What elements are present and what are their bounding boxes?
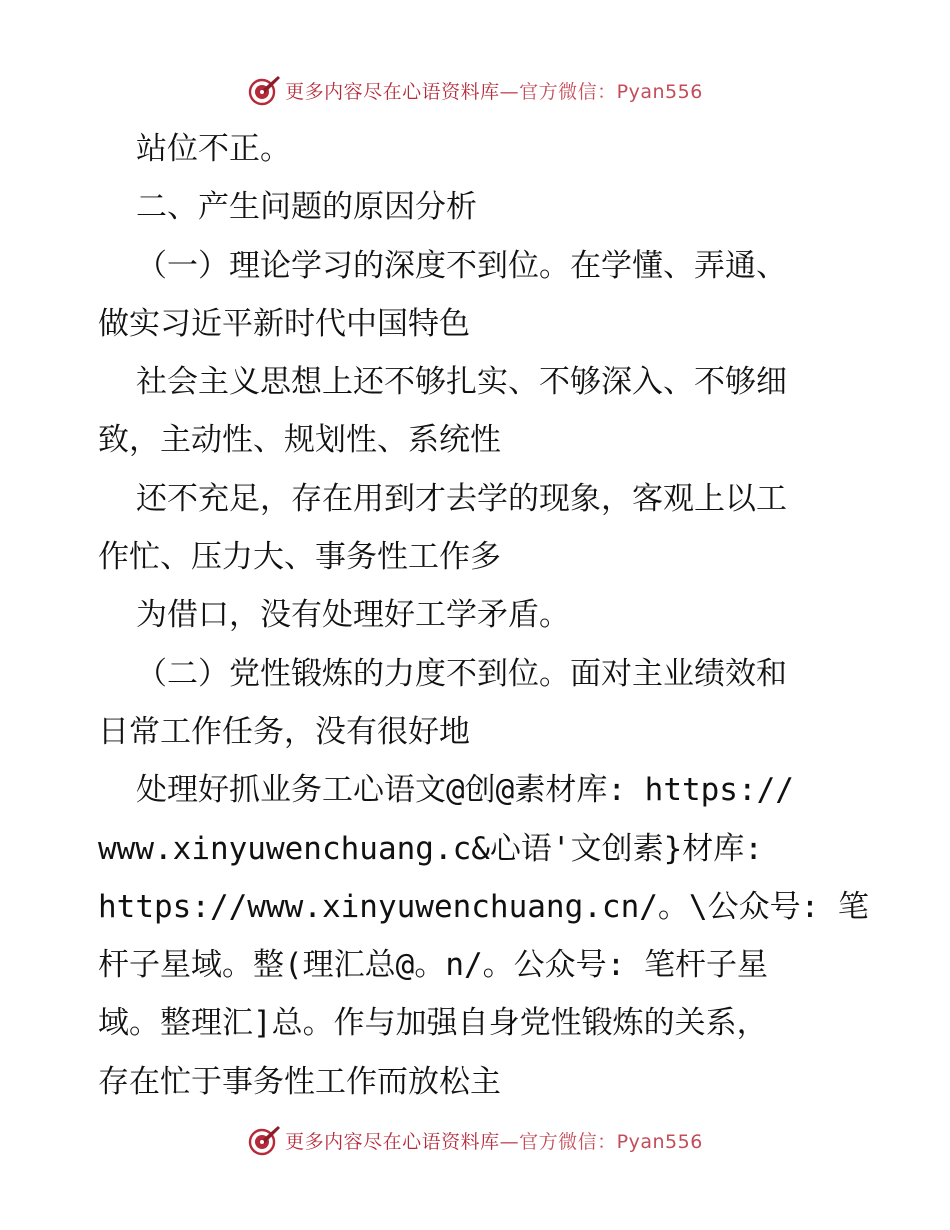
text-line: 做实习近平新时代中国特色 xyxy=(98,305,470,342)
text-line: 日常工作任务，没有很好地 xyxy=(98,713,470,750)
section-heading: 二、产生问题的原因分析 xyxy=(136,189,477,226)
header-banner xyxy=(0,72,950,108)
footer-banner-suffix: —官方微信：Pyan556 xyxy=(499,1130,703,1153)
text-line: （一）理论学习的深度不到位。在学懂、弄通、 xyxy=(136,247,787,284)
footer-banner-text: 更多内容尽在心语资料库 xyxy=(285,1130,500,1153)
text-line: https://www.xinyuwenchuang.cn/。\公众号: 笔 xyxy=(98,888,869,925)
text-line: www.xinyuwenchuang.c&心语'文创素}材库: xyxy=(98,830,763,867)
text-line: 站位不正。 xyxy=(136,131,291,167)
header-banner-suffix: —官方微信：Pyan556 xyxy=(499,80,703,103)
header-banner-text: 更多内容尽在心语资料库 xyxy=(285,80,500,103)
text-line: 作忙、压力大、事务性工作多 xyxy=(98,539,501,576)
text-line: 为借口，没有处理好工学矛盾。 xyxy=(136,597,570,634)
text-line: 还不充足，存在用到才去学的现象，客观上以工 xyxy=(136,480,787,517)
text-line: 社会主义思想上还不够扎实、不够深入、不够细 xyxy=(136,364,787,401)
text-line: 杆子星域。整(理汇总@。n/。公众号: 笔杆子星 xyxy=(98,947,768,984)
pen-logo-icon xyxy=(247,73,281,107)
text-line: 处理好抓业务工心语文@创@素材库: https:// xyxy=(136,772,794,809)
text-line: （二）党性锻炼的力度不到位。面对主业绩效和 xyxy=(136,655,787,692)
text-line: 致，主动性、规划性、系统性 xyxy=(98,422,501,459)
text-line: 存在忙于事务性工作而放松主 xyxy=(98,1063,501,1100)
body-text xyxy=(98,120,868,1111)
text-line: 域。整理汇]总。作与加强自身党性锻炼的关系， xyxy=(98,1005,768,1042)
pen-logo-icon xyxy=(247,1123,281,1157)
footer-banner xyxy=(0,1122,950,1158)
